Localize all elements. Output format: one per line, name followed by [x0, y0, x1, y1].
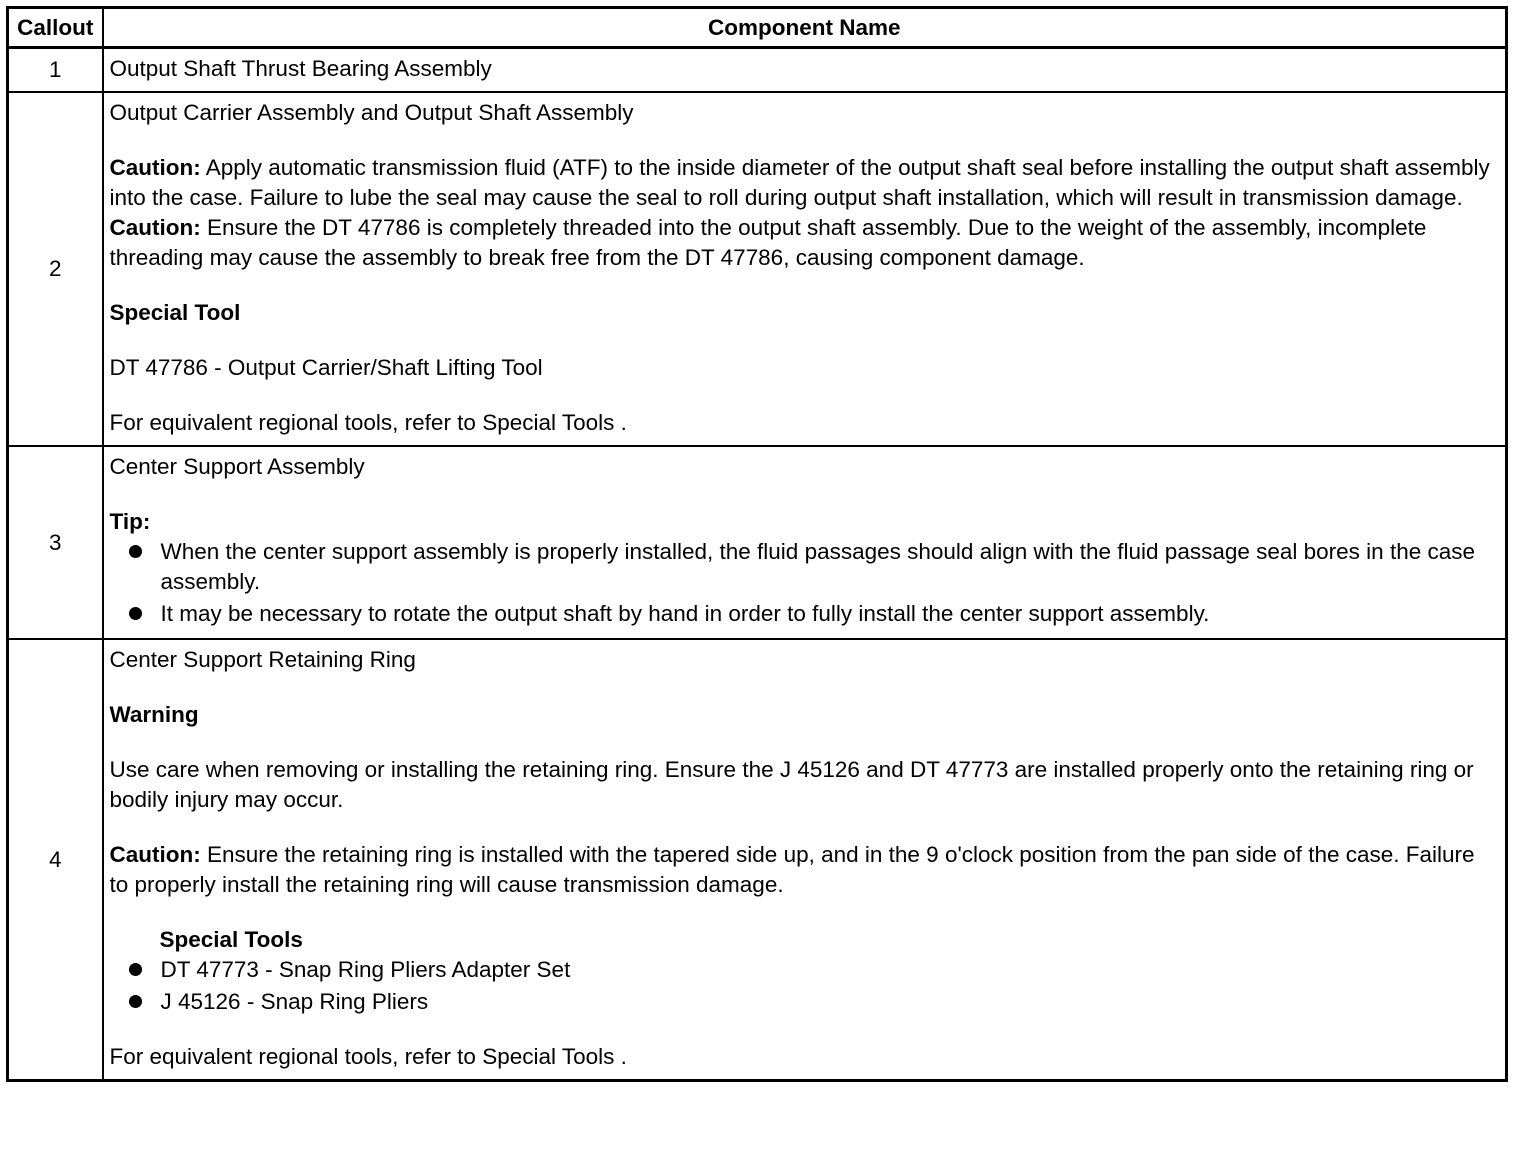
component-cell — [103, 92, 1507, 446]
tip-label: Tip: — [109, 509, 151, 534]
component-name: Output Carrier Assembly and Output Shaft Assembly — [109, 100, 634, 125]
special-tools-list — [110, 955, 1498, 1017]
special-tool-item: DT 47786 - Output Carrier/Shaft Lifting Tool — [109, 355, 543, 380]
tip-list — [110, 537, 1498, 629]
table-row — [8, 639, 1507, 1081]
table-row — [8, 446, 1507, 639]
special-tools-heading: Special Tools — [159, 927, 303, 952]
caution-note — [110, 840, 1498, 900]
list-item: When the center support assembly is properly installed, the fluid passages should align with the fluid passage seal bores in the case assembly. — [110, 537, 1498, 597]
caution-label: Caution: — [109, 842, 201, 867]
warning-label: Warning — [109, 702, 199, 727]
caution-label: Caution: — [109, 155, 201, 180]
callout-number: 2 — [8, 92, 103, 446]
component-cell — [103, 639, 1507, 1081]
warning-text: Use care when removing or installing the retaining ring. Ensure the J 45126 and DT 47773 are installed properly onto the retaining ring or bodily injury may occur. — [109, 757, 1474, 812]
table-row — [8, 92, 1507, 446]
component-name-header: Component Name — [103, 8, 1507, 48]
caution-text: Apply automatic transmission fluid (ATF) to the inside diameter of the output shaft seal before installing the output shaft assembly into the case. Failure to lube the seal may cause the seal to roll during output shaft installation, which will result in transmission damage. — [109, 155, 1490, 210]
list-item: It may be necessary to rotate the output shaft by hand in order to fully install the center support assembly. — [110, 599, 1498, 629]
caution-text: Ensure the DT 47786 is completely threaded into the output shaft assembly. Due to the weight of the assembly, incomplete threading may cause the assembly to break free from the DT 47786, causing component damage. — [109, 215, 1427, 270]
component-name: Center Support Assembly — [109, 454, 365, 479]
component-cell — [103, 48, 1507, 93]
component-cell — [103, 446, 1507, 639]
special-tool-heading: Special Tool — [109, 300, 241, 325]
regional-tools-note: For equivalent regional tools, refer to Special Tools . — [109, 410, 627, 435]
header-row — [8, 8, 1507, 48]
component-name: Center Support Retaining Ring — [109, 647, 416, 672]
component-table — [6, 6, 1508, 1082]
list-item: J 45126 - Snap Ring Pliers — [110, 987, 1498, 1017]
list-item: DT 47773 - Snap Ring Pliers Adapter Set — [110, 955, 1498, 985]
caution-note — [110, 153, 1498, 213]
caution-text: Ensure the retaining ring is installed with the tapered side up, and in the 9 o'clock position from the pan side of the case. Failure to properly install the retaining ring will cause transmission damage. — [109, 842, 1475, 897]
caution-label: Caution: — [109, 215, 201, 240]
callout-number: 1 — [8, 48, 103, 93]
regional-tools-note: For equivalent regional tools, refer to Special Tools . — [109, 1044, 627, 1069]
table-row — [8, 48, 1507, 93]
component-name: Output Shaft Thrust Bearing Assembly — [109, 56, 492, 81]
callout-number: 4 — [8, 639, 103, 1081]
caution-note — [110, 213, 1498, 273]
callout-number: 3 — [8, 446, 103, 639]
callout-header: Callout — [8, 8, 103, 48]
